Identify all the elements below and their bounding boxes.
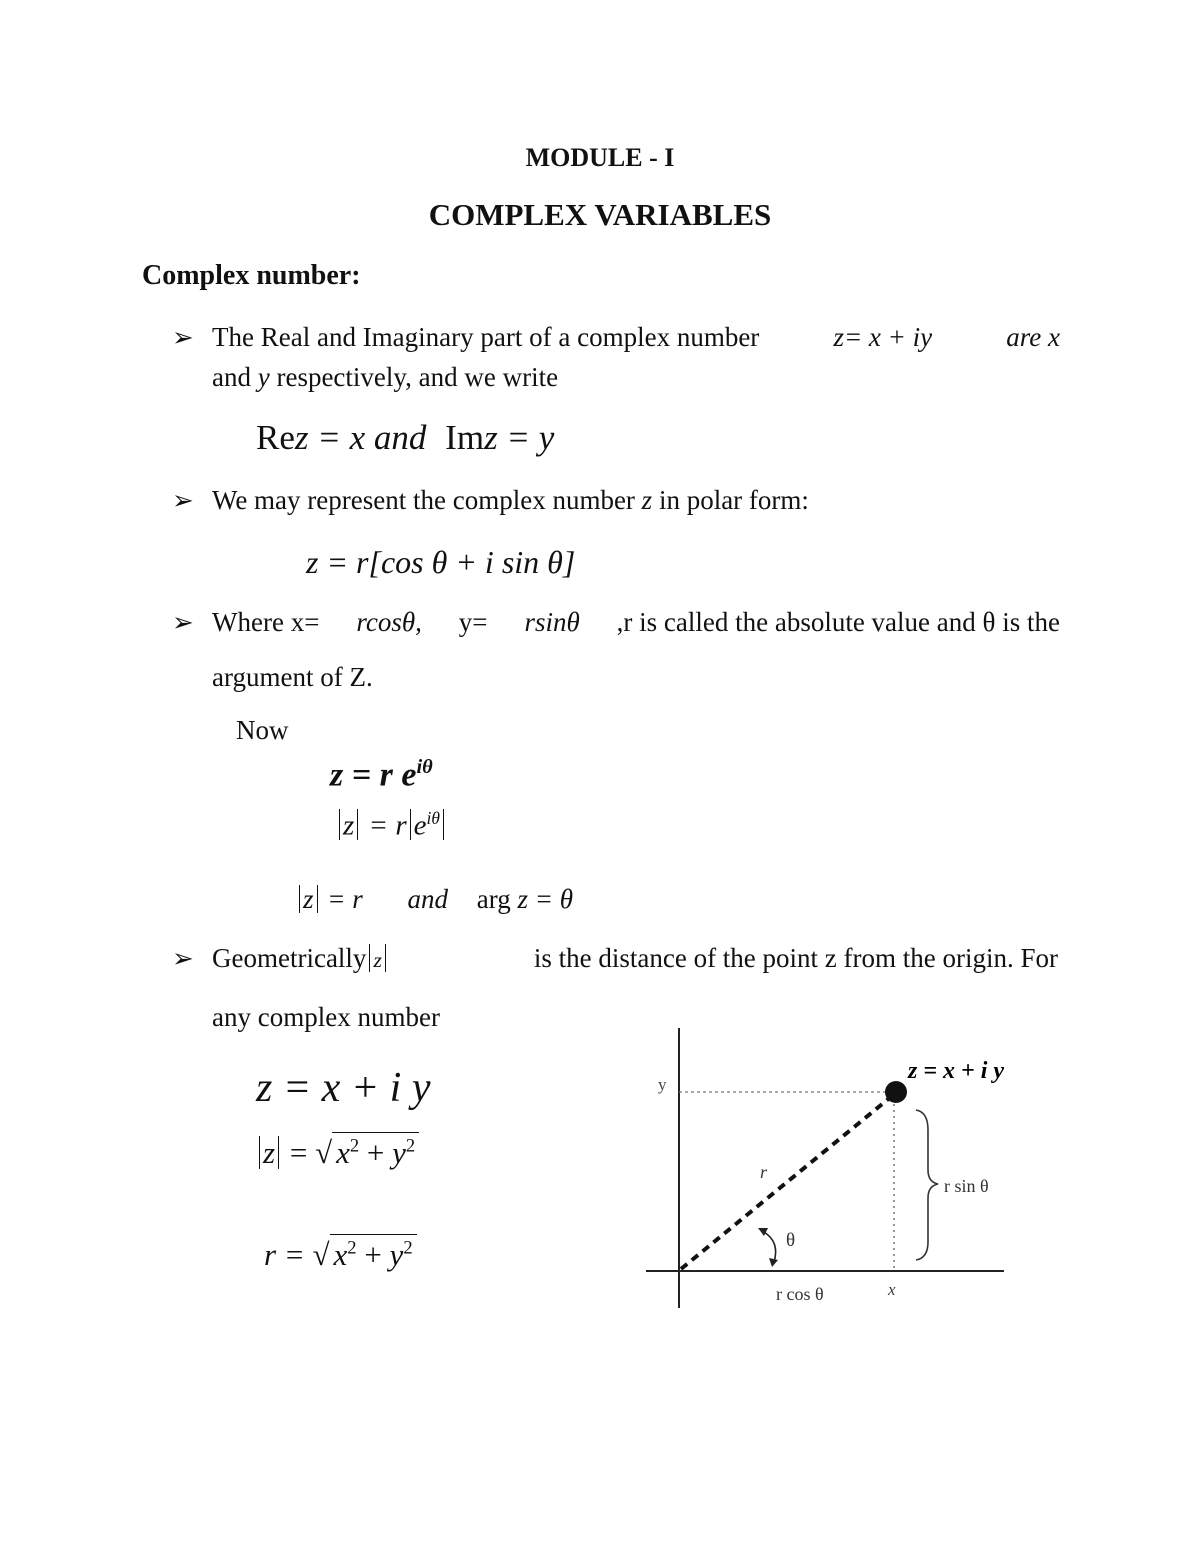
equation-abs-exp [336,808,447,843]
point-z [885,1081,907,1103]
exp-sup: iθ [416,756,433,778]
bullet1-text: The Real and Imaginary part of a complex number [212,322,760,352]
equation-exp [330,756,433,794]
abs-bar [278,1136,279,1169]
sqrt-symbol [315,1132,419,1171]
bullet4-geometrically: Geometrically [212,943,367,973]
theta-arc [764,1232,776,1262]
abs-bar [410,809,411,839]
abs-bar [443,809,444,839]
equation-z-xy: z = x + i y [256,1065,431,1111]
im-operator: Im [445,418,485,457]
bullet-arrow-3: ➢ [172,608,194,638]
bullet1-y: y [257,362,270,392]
module-title: MODULE - I [525,143,675,172]
bullet2-rest: in polar form: [658,485,809,515]
abs2-arg-rhs: z = θ [517,884,573,914]
equation-modulus [256,1132,419,1171]
equation-r [264,1234,417,1273]
r-x: x [333,1237,348,1272]
bullet2-line [212,485,809,516]
equation-re-im [256,418,554,458]
r-y: y [389,1237,404,1272]
theta-label: θ [786,1230,796,1251]
abs-bar [317,885,318,913]
bullet4-z: z [373,948,382,972]
bullet1-x: x [1048,322,1060,352]
bullet1-are [1006,322,1060,353]
bullet3-line1 [212,607,1060,638]
bullet4-line2: any complex number [212,1002,440,1032]
mod-radicand [332,1132,419,1171]
bullet4-line1 [212,943,1058,974]
r-radicand [330,1234,417,1273]
argand-diagram [640,1020,1040,1320]
now-label: Now [236,715,289,745]
y-tick-label: y [658,1075,667,1094]
abs2-eq: = r [327,884,363,914]
abs1-e: e [413,809,427,842]
mod-x-exp: 2 [349,1135,360,1157]
re-operator: Re [256,418,295,457]
section-heading: Complex number: [142,260,361,291]
abs-bar [339,809,340,839]
bullet2-text: We may represent the complex number [212,485,635,515]
abs-bar [259,1136,260,1169]
bullet1-line2 [212,362,558,393]
bullet-arrow-2: ➢ [172,486,194,516]
bullet3-rcos: rcosθ, [356,607,422,637]
mod-y-exp: 2 [405,1135,416,1157]
radical-sign: √ [315,1135,333,1170]
bullet1-are-text: are [1006,322,1042,352]
bullet-arrow-4: ➢ [172,944,194,974]
abs-bar [369,944,370,972]
abs1-sup: iθ [426,808,440,828]
theta-arrow-top [758,1228,768,1236]
bullet3-line2: argument of Z. [212,662,373,692]
rcos-label: r cos θ [776,1284,824,1304]
bullet1-and: and [212,362,251,392]
r-plus: + [364,1237,382,1272]
abs-bar [385,944,386,972]
exp-lhs: z = r e [330,756,417,794]
im-rhs: z = y [484,418,555,457]
bullet3-where: Where x= [212,607,320,637]
bullet3-rest: ,r is called the absolute value and θ is the [616,607,1060,637]
r-x-exp: 2 [347,1237,357,1259]
abs1-eq: = r [368,809,407,842]
theta-arrow-bottom [769,1258,778,1267]
main-title: COMPLEX VARIABLES [428,197,772,232]
equation-polar: z = r[cos θ + i sin θ] [306,544,576,580]
abs1-z: z [343,809,355,842]
bullet3-rsin: rsinθ [524,607,580,637]
mod-z: z [263,1135,276,1170]
radical-sign: √ [312,1237,330,1272]
equation-abs-arg [296,884,573,915]
sqrt-symbol [312,1234,416,1273]
bullet-arrow-1: ➢ [172,323,194,353]
bullet1-line1 [212,322,1060,353]
rsin-label: r sin θ [944,1176,989,1196]
bullet4-rest: is the distance of the point z from the origin. For [533,943,1058,973]
rsin-brace [916,1110,938,1260]
abs-bar [357,809,358,839]
bullet1-math: z= x + iy [833,322,933,352]
r-lhs: r = [264,1237,305,1272]
mod-eq: = [289,1135,308,1170]
bullet1-rest: respectively, and we write [276,362,559,392]
re-rhs: z = x and [294,418,427,457]
mod-plus: + [366,1135,385,1170]
abs2-arg: arg [476,884,511,914]
bullet3-y: y= [458,607,488,637]
mod-x: x [336,1135,350,1170]
x-tick-label: x [888,1280,896,1299]
mod-y: y [392,1135,406,1170]
r-label: r [760,1162,768,1182]
abs2-and: and [407,884,448,914]
point-label: z = x + i y [908,1058,1005,1084]
r-y-exp: 2 [403,1237,413,1259]
bullet4-geo [212,943,389,974]
abs2-z: z [303,884,314,914]
bullet2-var: z [641,485,653,515]
abs-bar [299,885,300,913]
